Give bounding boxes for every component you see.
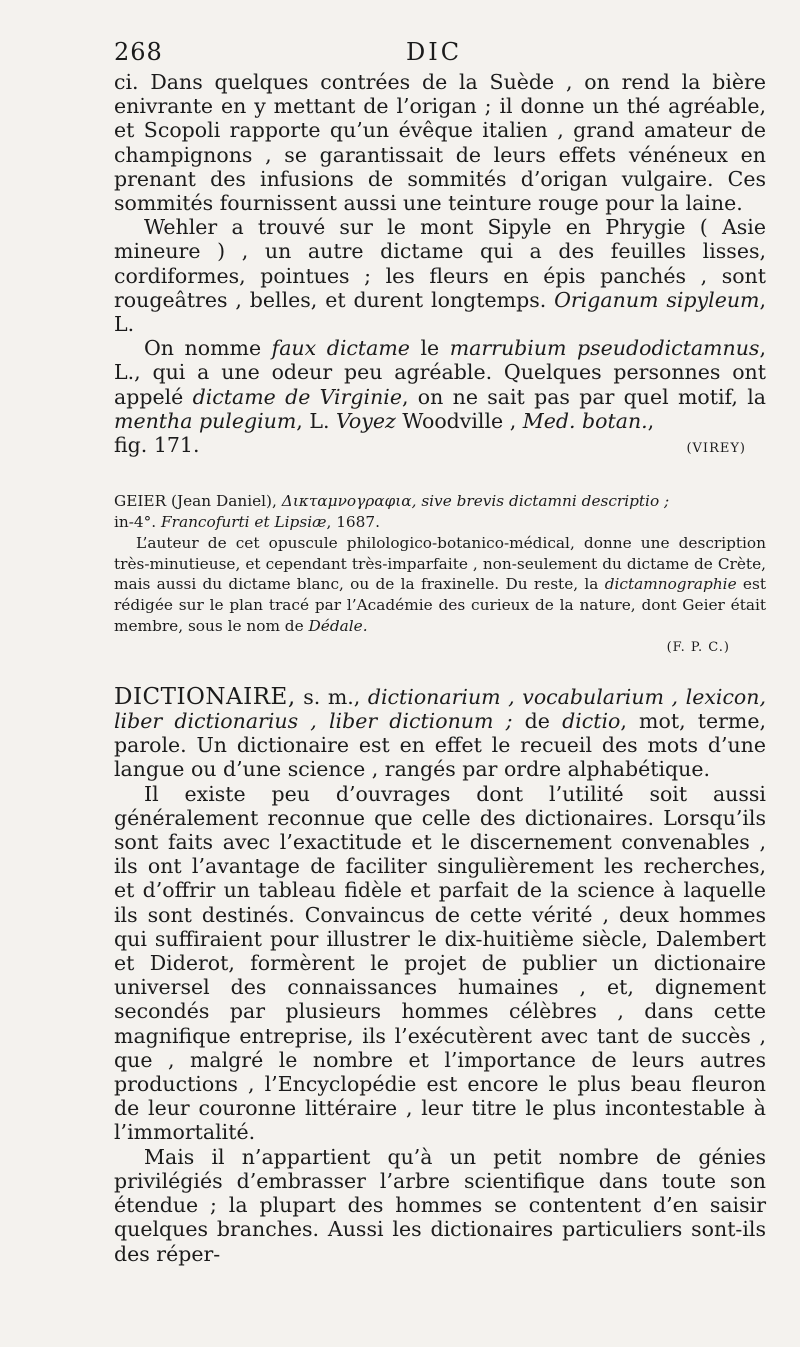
bibliography-entry: GEIER (Jean Daniel), Δικταμνογραφια, sive brevis dictamni descriptio ; in-4°. Francofurti et Lipsiæ, 1687. [114, 492, 670, 532]
species-name: Origanum sipyleum [554, 287, 760, 312]
paragraph-wehler: Wehler a trouvé sur le mont Sipyle en Phrygie ( Asie mineure ) , un autre dictame qui a des feuilles lisses, cordiformes, pointues ; les fleurs en épis panchés , sont rougeâtres , belles, et durent longtemps. Origanum sipyleum, L. [114, 215, 766, 337]
figure-reference: fig. 171. [114, 433, 200, 458]
greek-title: Δικταμνογραφια [281, 492, 412, 511]
author-signature: (VIREY) [686, 441, 746, 457]
entry-dictionaire: DICTIONAIRE, s. m., dictionarium , vocabularium , lexicon, liber dictionarius , liber dictionum ; de dictio, mot, terme, parole. Un dictionaire est en effet le recueil des mots d’une langue ou d’une science , rangés par ordre alphabétique. [114, 683, 767, 782]
paragraph-genies: Mais il n’appartient qu’à un petit nombre de génies privilégiés d’embrasser l’arbre scientifique dans toute son étendue ; la plupart des hommes se contentent d’en saisir quelques branches. Aussi les dictionaires particuliers sont-ils des réper- [114, 1144, 766, 1266]
running-head: DIC [406, 38, 463, 66]
bibliography-signature: (F. P. C.) [666, 639, 730, 655]
paragraph-faux-dictame: On nomme faux dictame le marrubium pseudodictamnus, L., qui a une odeur peu agréable. Quelques personnes ont appelé dictame de Virginie, on ne sait pas par quel motif, la mentha pulegium, L. Voyez Woodville , Med. botan., [114, 336, 766, 433]
headword: DICTIONAIRE, [114, 683, 296, 710]
signature-line-virey [114, 433, 766, 461]
page-header [114, 34, 766, 70]
paragraph-encyclopedie: Il existe peu d’ouvrages dont l’utilité soit aussi généralement reconnue que celle des dictionaires. Lorsqu’ils sont faits avec l’exactitude et le discernement convenables , ils ont l’avantage de faciliter singulièrement les recherches, et d’offrir un tableau fidèle et parfait de la science à laquelle ils sont destinés. Convaincus de cette vérité , deux hommes qui suffiraient pour illustrer le dix-huitième siècle, Dalembert et Diderot, formèrent le projet de publier un dictionaire universel des connaissances humaines , et, dignement secondés par plusieurs hommes célèbres , dans cette magnifique entreprise, ils l’exécutèrent avec tant de succès , que , malgré le nombre et l’importance de leurs autres productions , l’Encyclopédie est encore le plus beau fleuron de leur couronne littéraire , leur titre le plus incontestable à l’immortalité. [114, 781, 766, 1145]
paragraph-origan: ci. Dans quelques contrées de la Suède , on rend la bière enivrante en y mettant de l’origan ; il donne un thé agréable, et Scopoli rapporte qu’un évêque italien , grand amateur de champignons , se garantissait de leurs effets vénéneux en prenant des infusions de sommités d’origan vulgaire. Ces sommités fournissent aussi une teinture rouge pour la laine. [114, 70, 766, 216]
bibliography-note: L’auteur de cet opuscule philologico-botanico-médical, donne une description très-minutieuse, et cependant très-imparfaite , non-seulement du dictame de Crète, mais aussi du dictame blanc, ou de la fraxinelle. Du reste, la dictamnographie est rédigée sur le plan tracé par l’Académie des curieux de la nature, dont Geier était membre, sous le nom de Dédale. [114, 533, 766, 636]
page-number: 268 [114, 38, 163, 66]
